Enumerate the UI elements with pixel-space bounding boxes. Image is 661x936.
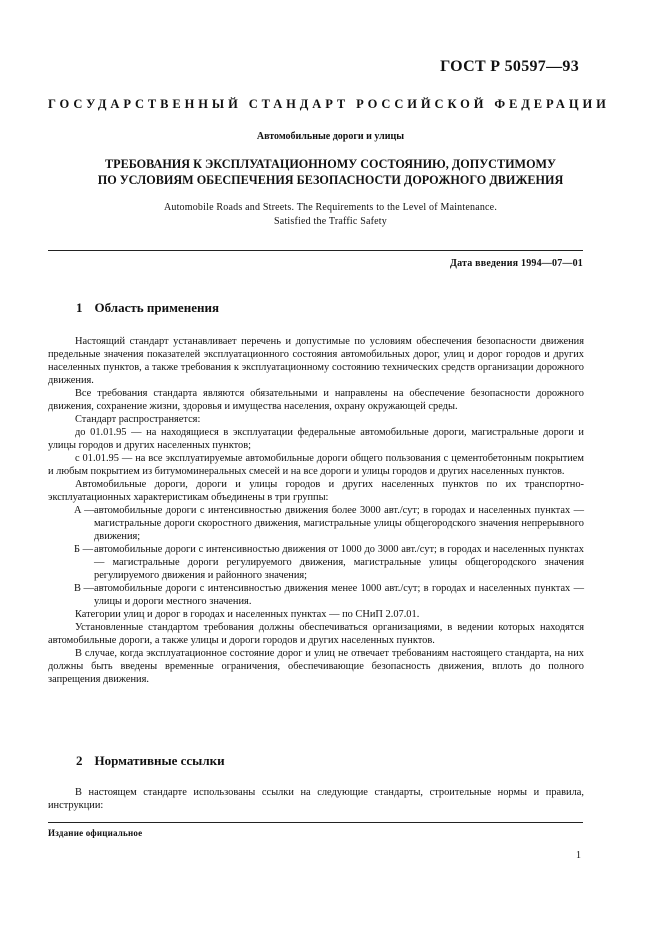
edition-label: Издание официальное	[48, 828, 143, 838]
list-item	[48, 504, 584, 543]
road-groups-list	[48, 504, 584, 608]
group-mark: В —	[74, 583, 94, 594]
paragraph: Автомобильные дороги, дороги и улицы городов и других населенных пунктов по их транспортно-эксплуатационных характеристикам объединены в три группы:	[48, 479, 584, 503]
english-title-line-2: Satisfied the Traffic Safety	[274, 216, 387, 227]
group-text: автомобильные дороги с интенсивностью движения менее 1000 авт./сут; в городах и населенных пунктах — улицы и дороги местного значения.	[94, 583, 584, 607]
section-1-title: Область применения	[94, 300, 219, 315]
paragraph: Установленные стандартом требования должны обеспечиваться организациями, в ведении которых находятся автомобильные дороги, а также улицы и дороги городов и других населенных пунктов.	[48, 622, 584, 646]
group-mark: Б —	[74, 544, 93, 555]
section-2-body	[48, 786, 584, 812]
header-divider	[48, 250, 583, 251]
page-number: 1	[576, 850, 581, 861]
group-text: автомобильные дороги с интенсивностью движения от 1000 до 3000 авт./сут; в городах и населенных пунктах — магистральные дороги регулируемого движения, магистральные улицы общегородского значения регулируемого движения и районного значения;	[94, 544, 584, 581]
standard-code: ГОСТ Р 50597—93	[440, 58, 579, 75]
section-1-heading	[76, 300, 219, 316]
group-mark: А —	[74, 505, 95, 516]
section-2-heading	[76, 753, 225, 769]
title-line-1: ТРЕБОВАНИЯ К ЭКСПЛУАТАЦИОННОМУ СОСТОЯНИЮ, ДОПУСТИМОМУ	[105, 157, 556, 171]
paragraph: Все требования стандарта являются обязательными и направлены на обеспечение безопасности дорожного движения, сохранение жизни, здоровья и имущества населения, охрану окружающей среды.	[48, 388, 584, 412]
section-2-title: Нормативные ссылки	[94, 753, 225, 768]
state-standard-heading: ГОСУДАРСТВЕННЫЙ СТАНДАРТ РОССИЙСКОЙ ФЕДЕРАЦИИ	[48, 97, 610, 111]
paragraph: с 01.01.95 — на все эксплуатируемые автомобильные дороги общего пользования с цементобетонным покрытием и любым покрытием из битумоминеральных смесей и на все дороги и улицы городов и других населенных пунктов.	[48, 453, 584, 477]
introduction-date: Дата введения 1994—07—01	[450, 258, 583, 269]
paragraph: Категории улиц и дорог в городах и населенных пунктах — по СНиП 2.07.01.	[75, 609, 420, 620]
footer-divider	[48, 822, 583, 823]
paragraph: В случае, когда эксплуатационное состояние дорог и улиц не отвечает требованиям настоящего стандарта, на них должны быть введены временные ограничения, обеспечивающие безопасность движения, вплоть до полного запрещения движения.	[48, 648, 584, 685]
paragraph: до 01.01.95 — на находящиеся в эксплуатации федеральные автомобильные дороги, магистральные дороги и улицы городов и других населенных пунктов;	[48, 427, 584, 451]
paragraph: Настоящий стандарт устанавливает перечень и допустимые по условиям обеспечения безопасности движения предельные значения показателей эксплуатационного состояния автомобильных дорог, улиц и дорог городов и других населенных пунктов, а также требования к эксплуатационному состоянию технических средств организации дорожного движения.	[48, 336, 584, 386]
section-1-number: 1	[76, 300, 83, 315]
section-1-body	[48, 335, 584, 686]
document-subject: Автомобильные дороги и улицы	[256, 131, 405, 142]
title-line-2: ПО УСЛОВИЯМ ОБЕСПЕЧЕНИЯ БЕЗОПАСНОСТИ ДОРОЖНОГО ДВИЖЕНИЯ	[97, 173, 564, 187]
paragraph: В настоящем стандарте использованы ссылки на следующие стандарты, строительные нормы и правила, инструкции:	[48, 787, 584, 811]
english-title	[60, 201, 601, 229]
english-title-line-1: Automobile Roads and Streets. The Requirements to the Level of Maintenance.	[163, 202, 498, 213]
section-2-number: 2	[76, 753, 83, 768]
paragraph: Стандарт распространяется:	[75, 414, 201, 425]
list-item	[48, 543, 584, 582]
group-text: автомобильные дороги с интенсивностью движения более 3000 авт./сут; в городах и населенных пунктах — магистральные дороги скоростного движения, магистральные улицы общегородского значения непрерывного движения;	[94, 505, 584, 542]
list-item	[48, 582, 584, 608]
document-title	[60, 156, 601, 188]
